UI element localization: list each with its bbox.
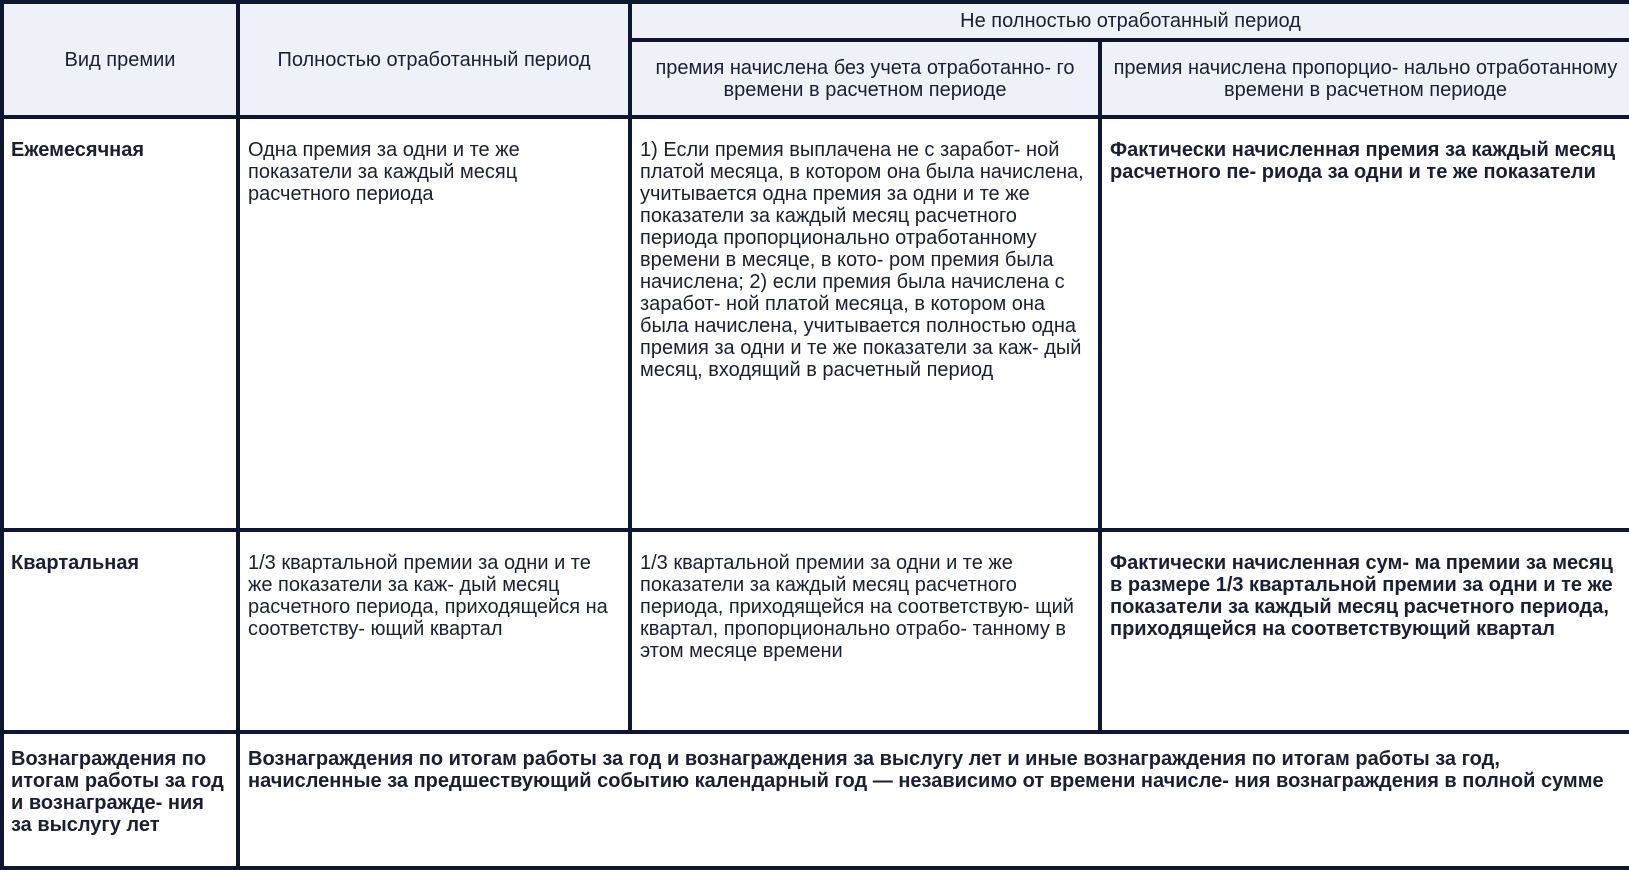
cell-type-annual: Вознаграждения по итогам работы за год и вознагражде- ния за выслугу лет xyxy=(2,732,238,868)
table-row-annual xyxy=(2,732,1629,868)
header-partial-period: Не полностью отработанный период xyxy=(630,2,1629,40)
cell-without-monthly: 1) Если премия выплачена не с заработ- ной платой месяца, в котором она была начислена, учитывается одна премия за одни и те же показатели за каждый месяц расчетного периода пропорционально отработанному времени в месяце, в кото- ром премия была начислена; 2) если премия была начислена с заработ- ной платой месяца, в котором она была начислена, учитывается полностью одна премия за одни и те же показатели за каж- дый месяц, входящий в расчетный период xyxy=(630,117,1100,530)
cell-type-quarterly: Квартальная xyxy=(2,530,238,732)
header-without-worked-time: премия начислена без учета отработанно- го времени в расчетном периоде xyxy=(630,40,1100,117)
cell-proportional-quarterly: Фактически начисленная сум- ма премии за месяц в размере 1/3 квартальной премии за одни и те же показатели за каждый месяц расчетного периода, приходящейся на соответствующий квартал xyxy=(1100,530,1629,732)
header-bonus-type: Вид премии xyxy=(2,2,238,117)
cell-without-quarterly: 1/3 квартальной премии за одни и те же показатели за каждый месяц расчетного периода, приходящейся на соответствую- щий квартал, пропорционально отрабо- танному в этом месяце времени xyxy=(630,530,1100,732)
cell-merged-annual: Вознаграждения по итогам работы за год и вознаграждения за выслугу лет и иные вознаграждения по итогам работы за год, начисленные за предшествующий событию календарный год — независимо от времени начисле- ния вознаграждения в полной сумме xyxy=(238,732,1629,868)
cell-proportional-monthly: Фактически начисленная премия за каждый месяц расчетного пе- риода за одни и те же показатели xyxy=(1100,117,1629,530)
cell-type-monthly: Ежемесячная xyxy=(2,117,238,530)
cell-full-monthly: Одна премия за одни и те же показатели за каждый месяц расчетного периода xyxy=(238,117,630,530)
cell-full-quarterly: 1/3 квартальной премии за одни и те же показатели за каж- дый месяц расчетного периода, приходящейся на соответству- ющий квартал xyxy=(238,530,630,732)
table-row-monthly xyxy=(2,117,1629,530)
header-full-period: Полностью отработанный период xyxy=(238,2,630,117)
header-proportional-worked-time: премия начислена пропорцио- нально отработанному времени в расчетном периоде xyxy=(1100,40,1629,117)
table-row-quarterly xyxy=(2,530,1629,732)
